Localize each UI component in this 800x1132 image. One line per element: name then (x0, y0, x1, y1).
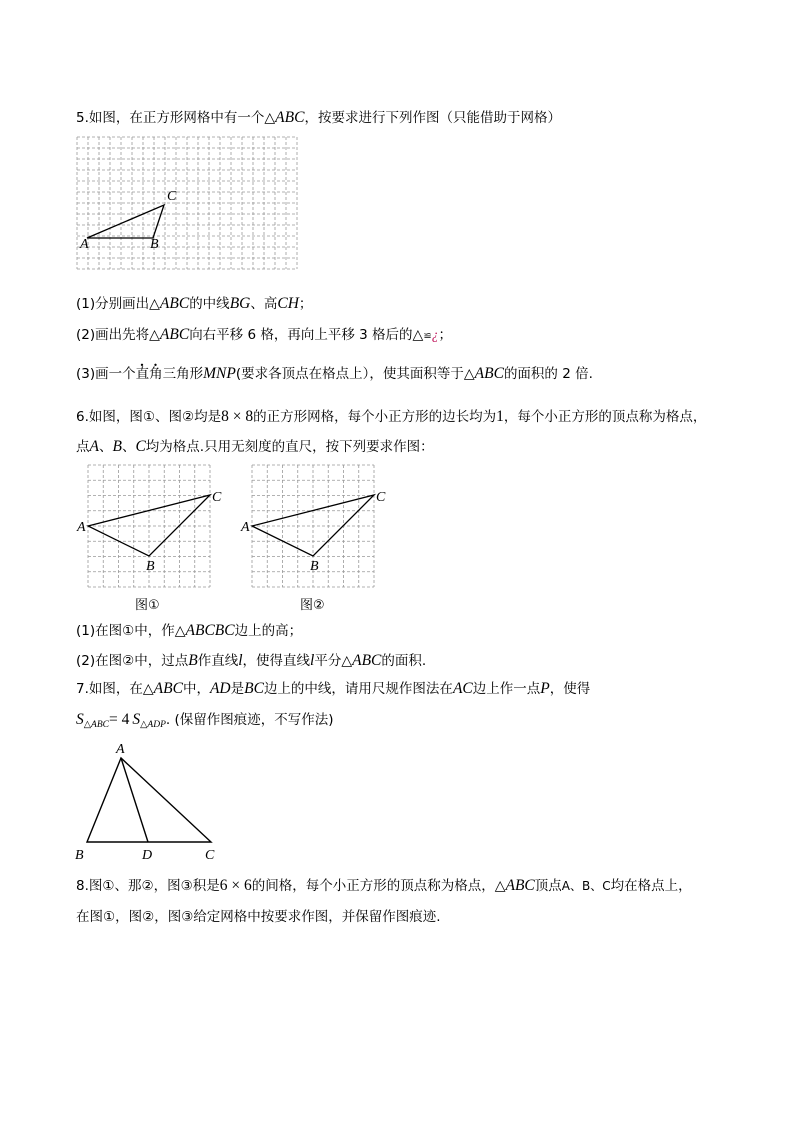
q7-label-b: B (75, 848, 84, 863)
q7-label-d: D (142, 848, 153, 863)
q6-part2: (2)在图②中，过点B作直线l，使得直线l平分△ABC的面积. (76, 652, 427, 669)
q5-label-c: C (167, 189, 177, 204)
q6-fig1-label-c: C (212, 490, 222, 505)
q6-fig2-label-a: A (241, 520, 250, 535)
q6-figure-1 (77, 465, 222, 590)
q5-part2: (2)画出先将△ABC向右平移 6 格，再向上平移 3 格后的△≌¿； (76, 326, 452, 343)
q6-intro-line2: 点A、B、C均为格点.只用无刻度的直尺，按下列要求作图： (76, 438, 434, 455)
q8-instruction: 在图①，图②，图③给定网格中按要求作图，并保留作图痕迹. (76, 909, 441, 925)
q8-intro: 8.图①、那②，图③积是6 × 6的间格，每个小正方形的顶点称为格点，△ABC顶点A、B、C均在格点上， (76, 877, 692, 894)
q5-label-a: A (80, 237, 89, 252)
q7-label-c: C (205, 848, 215, 863)
q5-part1: (1)分别画出△ABC的中线BG、高CH； (76, 295, 313, 312)
q5-part3: (3)画一个直角三角形MNP(要求各顶点在格点上），使其面积等于△ABC的面积的 2 倍. (76, 365, 593, 382)
q7-triangle-figure (75, 740, 225, 865)
q6-fig1-caption: 图① (135, 598, 160, 613)
q5-grid-figure (77, 137, 303, 272)
q6-part1: (1)在图①中，作△ABCBC边上的高； (76, 622, 303, 639)
q7-condition: $S_{\triangle ABC}= 4$ $S_{\triangle ADP}$. (保留作图痕迹，不写作法) (76, 711, 334, 730)
q7-label-a: A (116, 742, 125, 757)
q6-figure-2 (241, 465, 386, 590)
q5-intro: 5.如图，在正方形网格中有一个△ABC，按要求进行下列作图（只能借助于网格） (76, 109, 561, 126)
q6-fig1-label-a: A (77, 520, 86, 535)
q5-label-b: B (150, 237, 159, 252)
q6-fig2-label-b: B (310, 559, 319, 574)
q5-triangle-abc (87, 205, 164, 238)
q6-fig2-label-c: C (376, 490, 386, 505)
q6-intro-line1: 6.如图，图①、图②均是8 × 8的正方形网格，每个小正方形的边长均为1，每个小正方形的顶点称为格点， (76, 408, 707, 425)
q7-triangle-abc (87, 758, 211, 842)
q6-fig2-caption: 图② (300, 598, 325, 613)
q6-fig1-label-b: B (146, 559, 155, 574)
q7-intro: 7.如图，在△ABC中，AD是BC边上的中线，请用尺规作图法在AC边上作一点P，使得 (76, 680, 591, 697)
